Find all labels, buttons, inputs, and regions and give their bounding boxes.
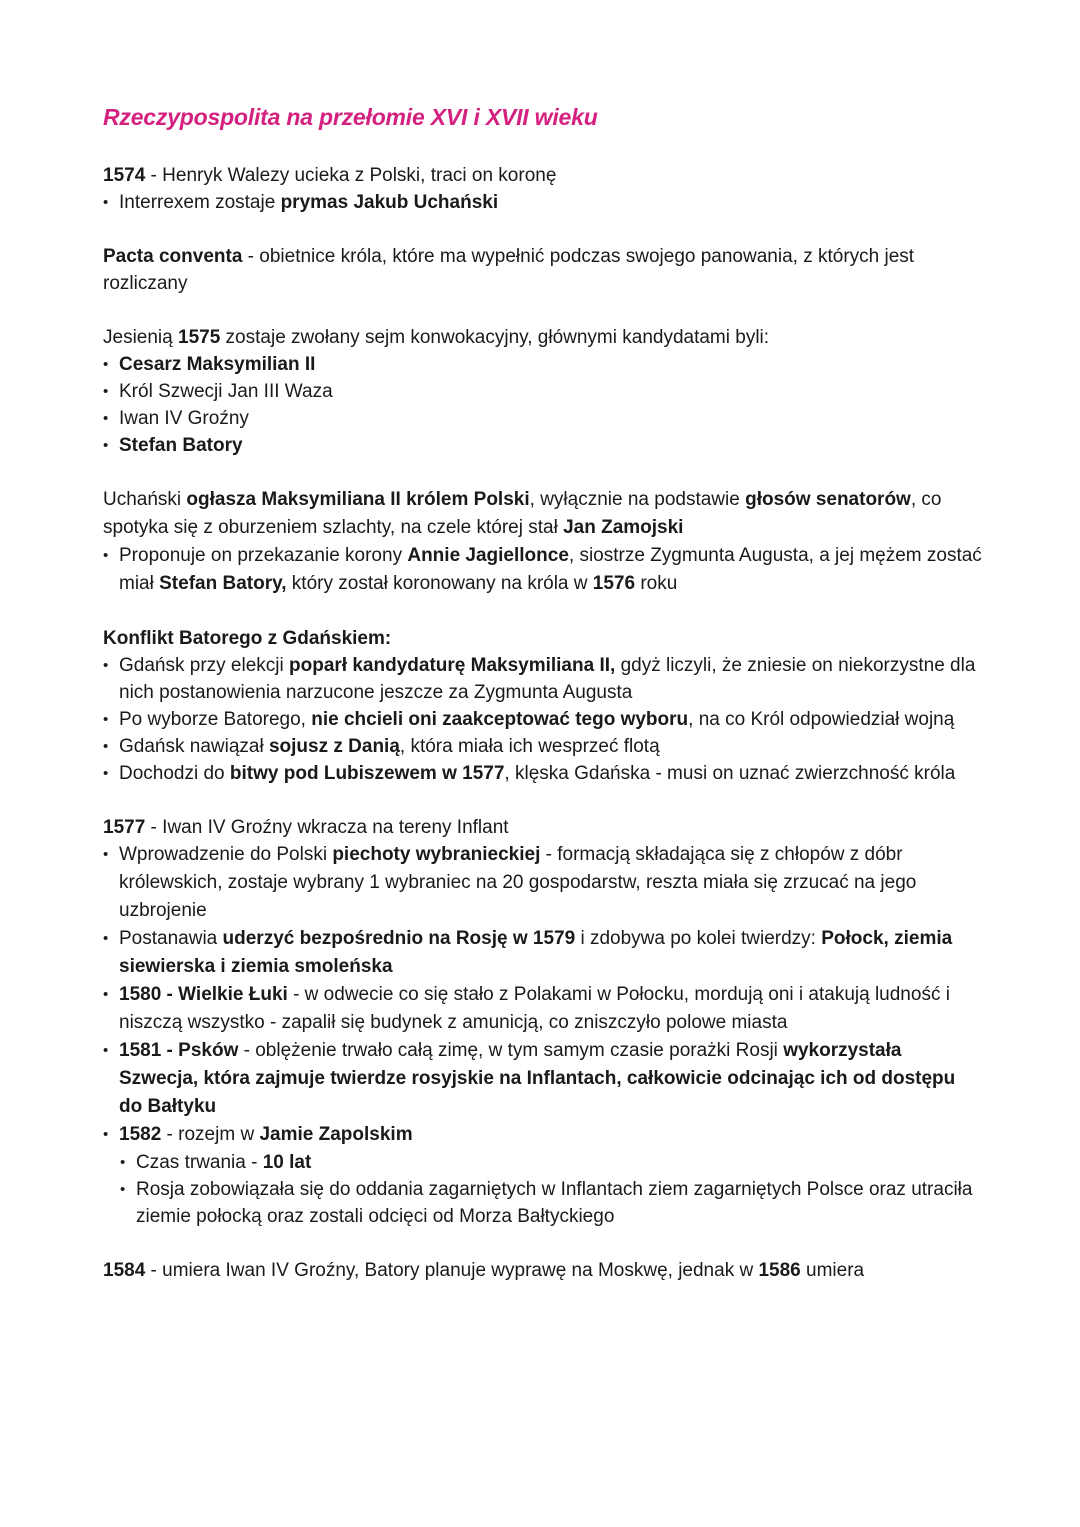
election-paragraph: Uchański ogłasza Maksymiliana II królem Polski, wyłącznie na podstawie głosów senatorów, co spotyka się z oburzeniem szlachty, na czele której stał Jan Zamojski [103, 489, 942, 538]
list-item: • Postanawia uderzyć bezpośrednio na Rosję w 1579 i zdobywa po kolei twierdzy: Połock, ziemia siewierska i ziemia smoleńska [103, 925, 983, 981]
election-list [103, 542, 983, 598]
pacta-conventa-definition: Pacta conventa - obietnice króla, które ma wypełnić podczas swojego panowania, z których jest rozliczany [103, 246, 915, 294]
entry-1584: 1584 - umiera Iwan IV Groźny, Batory planuje wyprawę na Moskwę, jednak w 1586 umiera [103, 1260, 865, 1281]
list-item: • Wprowadzenie do Polski piechoty wybranieckiej - formacją składająca się z chłopów z dóbr królewskich, zostaje wybrany 1 wybraniec na 20 gospodarstw, reszta miała się zrzucać na jego uzbrojenie [103, 841, 983, 925]
gdansk-list [103, 652, 983, 787]
list-item: • Stefan Batory [103, 432, 983, 459]
candidates-list [103, 351, 983, 459]
list-item: • Proponuje on przekazanie korony Annie Jagiellonce, siostrze Zygmunta Augusta, a jej mężem zostać miał Stefan Batory, który został koronowany na króla w 1576 roku [103, 542, 983, 598]
list-item: • Dochodzi do bitwy pod Lubiszewem w 1577, klęska Gdańska - musi on uznać zwierzchność króla [103, 760, 983, 787]
list-item: • Gdańsk nawiązał sojusz z Danią, która miała ich wesprzeć flotą [103, 733, 983, 760]
term-label: Pacta conventa [103, 246, 243, 267]
entry-1575: Jesienią 1575 zostaje zwołany sejm konwokacyjny, głównymi kandydatami byli: [103, 327, 770, 348]
sub-list-item: • Czas trwania - 10 lat [103, 1149, 983, 1176]
list-item: • Interrexem zostaje prymas Jakub Uchański [103, 189, 983, 216]
list-item: • 1582 - rozejm w Jamie Zapolskim [103, 1121, 983, 1149]
list-1577 [103, 841, 983, 1230]
year-label: 1574 [103, 165, 146, 186]
list-item: • Cesarz Maksymilian II [103, 351, 983, 378]
list-item: • Iwan IV Groźny [103, 405, 983, 432]
entry-1574: 1574 - Henryk Walezy ucieka z Polski, traci on koronę [103, 165, 557, 186]
sub-list-item: • Rosja zobowiązała się do oddania zagarniętych w Inflantach ziem zagarniętych Polsce oraz utraciła ziemie połocką oraz zostali odcięci od Morza Bałtyckiego [103, 1176, 983, 1230]
list-item: • 1581 - Psków - oblężenie trwało całą zimę, w tym samym czasie porażki Rosji wykorzystała Szwecja, która zajmuje twierdze rosyjskie na Inflantach, całkowicie odcinając ich od dostępu do Bałtyku [103, 1037, 983, 1121]
page-title: Rzeczypospolita na przełomie XVI i XVII wieku [103, 104, 598, 130]
list-item: • Król Szwecji Jan III Waza [103, 378, 983, 405]
list-item: • 1580 - Wielkie Łuki - w odwecie co się stało z Polakami w Połocku, mordują oni i atakują ludność i niszczą wszystko - zapalił się budynek z amunicją, co zniszczyło polowe miasta [103, 981, 983, 1037]
list-item: • Po wyborze Batorego, nie chcieli oni zaakceptować tego wyboru, na co Król odpowiedział wojną [103, 706, 983, 733]
entry-1577: 1577 - Iwan IV Groźny wkracza na tereny Inflant [103, 817, 509, 838]
section-heading: Konflikt Batorego z Gdańskiem: [103, 628, 392, 649]
list-item: • Gdańsk przy elekcji poparł kandydaturę Maksymiliana II, gdyż liczyli, że zniesie on niekorzystne dla nich postanowienia narzucone jeszcze za Zygmunta Augusta [103, 652, 983, 706]
document-page [103, 100, 983, 1284]
list-1574 [103, 189, 983, 216]
